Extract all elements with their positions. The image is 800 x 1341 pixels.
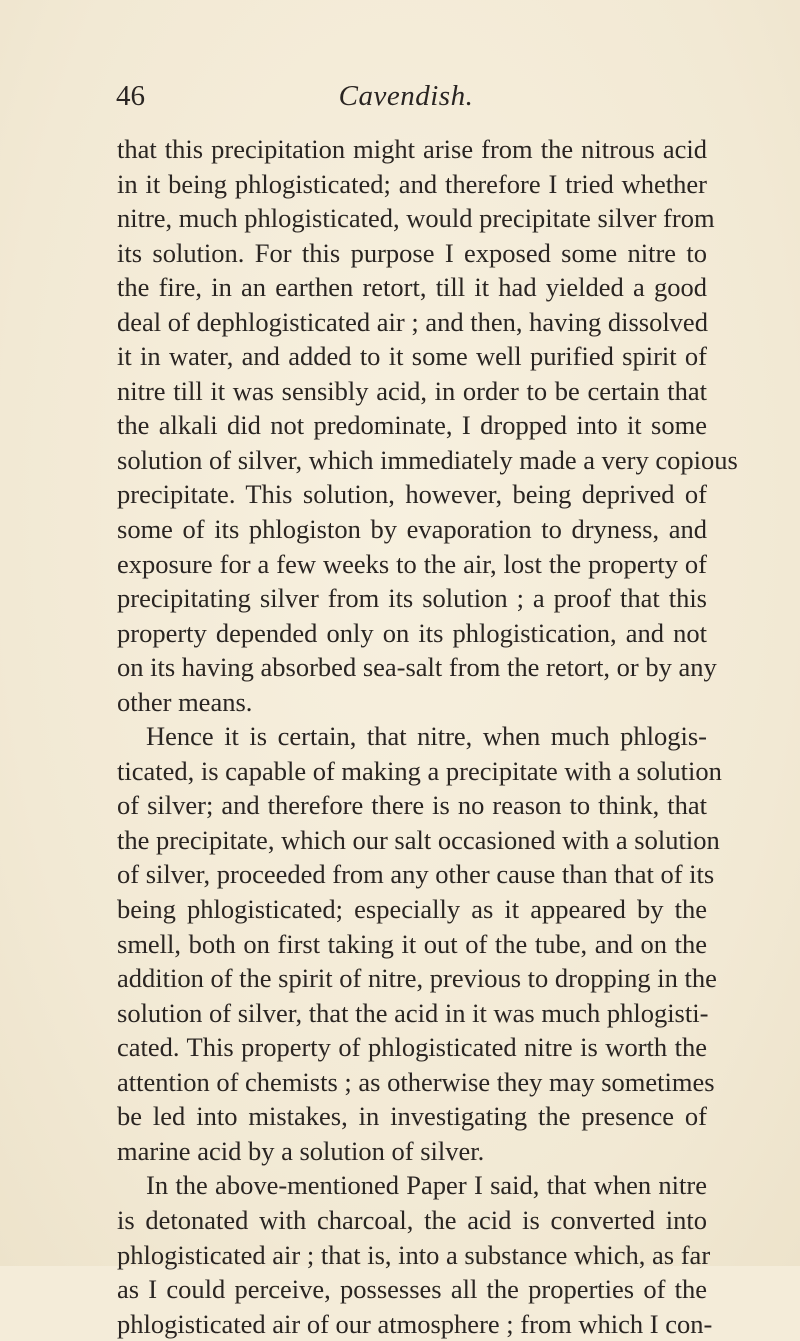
text-line: cated. This property of phlogisticated nitre is worth the [117,1032,707,1063]
text-line: being phlogisticated; especially as it appeared by the [117,894,707,925]
text-line: other means. [117,686,253,717]
text-line: solution of silver, that the acid in it was much phlogisti- [117,997,709,1028]
text-line: as I could perceive, possesses all the properties of the [117,1274,707,1305]
text-line: In the above-mentioned Paper I said, that when nitre [146,1170,707,1201]
text-line: ticated, is capable of making a precipitate with a solution [117,755,722,786]
text-line: exposure for a few weeks to the air, lost the property of [117,548,707,579]
text-line: is detonated with charcoal, the acid is converted into [117,1204,707,1235]
text-line: be led into mistakes, in investigating the presence of [117,1101,707,1132]
text-line: solution of silver, which immediately made a very copious [117,444,738,475]
page-number: 46 [116,80,145,112]
text-line: its solution. For this purpose I exposed some nitre to [117,237,707,268]
text-line: deal of dephlogisticated air ; and then, having dissolved [117,306,708,337]
text-line: nitre, much phlogisticated, would precipitate silver from [117,203,715,234]
body-text [117,132,738,1341]
text-line: smell, both on first taking it out of the tube, and on the [117,928,707,959]
text-line: on its having absorbed sea-salt from the retort, or by any [117,652,717,683]
text-line: attention of chemists ; as otherwise they may sometimes [117,1066,715,1097]
text-line: it in water, and added to it some well purified spirit of [117,341,707,372]
text-line: property depended only on its phlogistication, and not [117,617,707,648]
text-line: some of its phlogiston by evaporation to dryness, and [117,514,707,545]
text-line: phlogisticated air ; that is, into a substance which, as far [117,1239,711,1270]
text-line: the precipitate, which our salt occasioned with a solution [117,824,720,855]
text-line: marine acid by a solution of silver. [117,1135,485,1166]
running-title: Cavendish. [338,80,474,112]
text-line: phlogisticated air of our atmosphere ; from which I con- [117,1308,713,1339]
text-line: the alkali did not predominate, I dropped into it some [117,410,707,441]
text-line: Hence it is certain, that nitre, when much phlogis- [146,721,707,752]
text-line: of silver, proceeded from any other cause than that of its [117,859,715,890]
text-line: precipitate. This solution, however, being deprived of [117,479,707,510]
text-line: precipitating silver from its solution ; a proof that this [117,583,707,614]
text-line: addition of the spirit of nitre, previous to dropping in the [117,963,717,994]
text-line: in it being phlogisticated; and therefore I tried whether [117,168,707,199]
text-line: the fire, in an earthen retort, till it had yielded a good [117,272,707,303]
text-line: that this precipitation might arise from the nitrous acid [117,134,707,164]
running-head [116,76,696,116]
text-line: nitre till it was sensibly acid, in order to be certain that [117,375,707,406]
text-line: of silver; and therefore there is no reason to think, that [117,790,707,821]
